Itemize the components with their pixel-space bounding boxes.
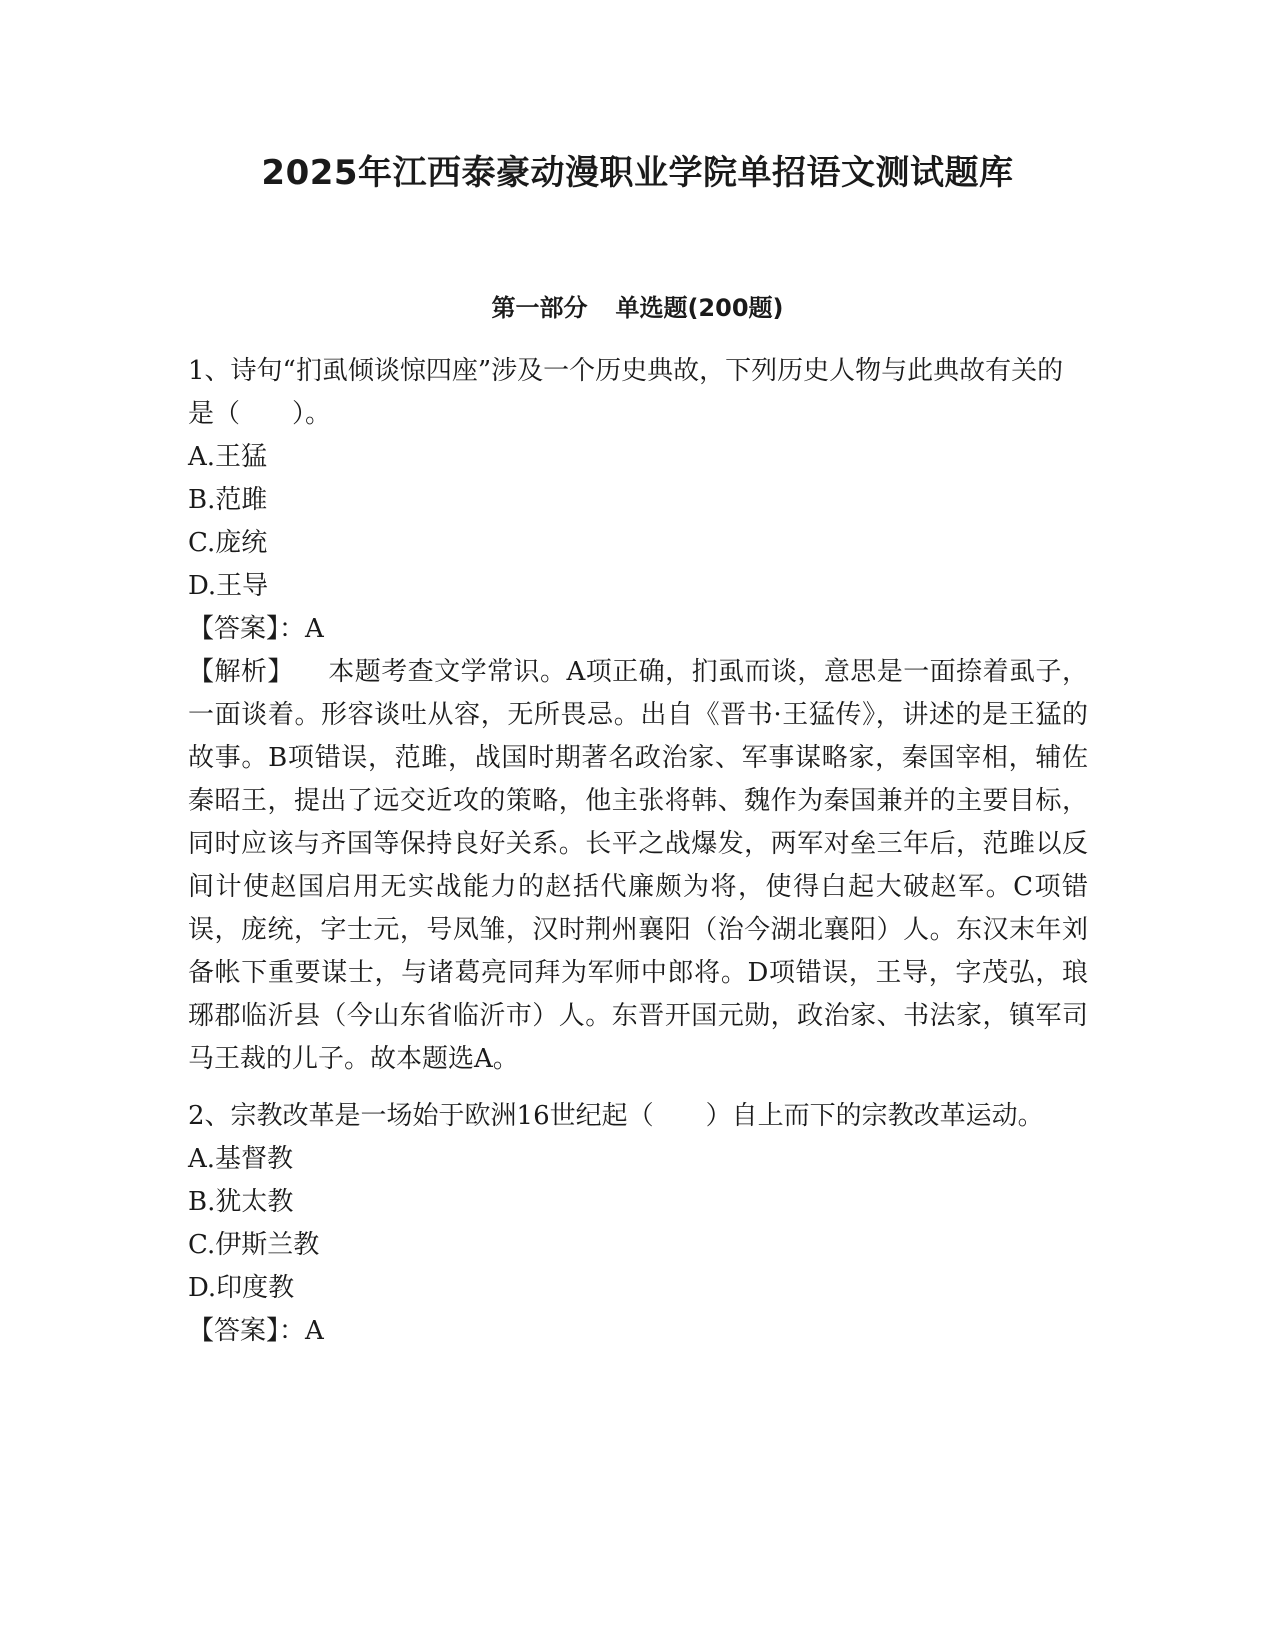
analysis-paragraph	[188, 651, 1088, 1081]
answer-label: 【答案】	[188, 1316, 280, 1346]
question-item	[188, 350, 1088, 1081]
option-c: C.庞统	[188, 528, 268, 558]
question-list	[188, 350, 1088, 1367]
option-d: D.王导	[188, 571, 269, 601]
question-item	[188, 1095, 1088, 1353]
answer-line	[188, 1310, 1088, 1353]
option-a: A.基督教	[188, 1144, 294, 1174]
document-title: 2025年江西泰豪动漫职业学院单招语文测试题库	[261, 153, 1014, 193]
analysis-text: 本题考查文学常识。A项正确，扪虱而谈，意思是一面捺着虱子，一面谈着。形容谈吐从容，无所畏忌。出自《晋书·王猛传》，讲述的是王猛的故事。B项错误，范雎，战国时期著名政治家、军事谋略家，秦国宰相，辅佐秦昭王，提出了远交近攻的策略，他主张将韩、魏作为秦国兼并的主要目标，同时应该与齐国等保持良好关系。长平之战爆发，两军对垒三年后，范雎以反间计使赵国启用无实战能力的赵括代廉颇为将，使得白起大破赵军。C项错误，庞统，字士元，号凤雏，汉时荆州襄阳（治今湖北襄阳）人。东汉末年刘备帐下重要谋士，与诸葛亮同拜为军师中郎将。D项错误，王导，字茂弘，琅琊郡临沂县（今山东省临沂市）人。东晋开国元勋，政治家、书法家，镇军司马王裁的儿子。故本题选A。	[188, 657, 1088, 1074]
section-name: 单选题(200题)	[615, 294, 784, 322]
option-a: A.王猛	[188, 442, 268, 472]
section-heading	[0, 290, 1275, 326]
option-c: C.伊斯兰教	[188, 1230, 320, 1260]
option-d: D.印度教	[188, 1273, 295, 1303]
question-stem: 2、宗教改革是一场始于欧洲16世纪起（ ）自上而下的宗教改革运动。	[188, 1101, 1044, 1131]
option-b: B.范雎	[188, 485, 268, 515]
section-part: 第一部分	[491, 294, 588, 322]
answer-value: ：A	[279, 614, 324, 644]
answer-line	[188, 608, 1088, 651]
analysis-label: 【解析】	[188, 657, 294, 687]
answer-value: ：A	[279, 1316, 324, 1346]
answer-label: 【答案】	[188, 614, 280, 644]
question-stem: 1、诗句“扪虱倾谈惊四座”涉及一个历史典故，下列历史人物与此典故有关的是（ ）。	[188, 356, 1064, 429]
option-b: B.犹太教	[188, 1187, 294, 1217]
